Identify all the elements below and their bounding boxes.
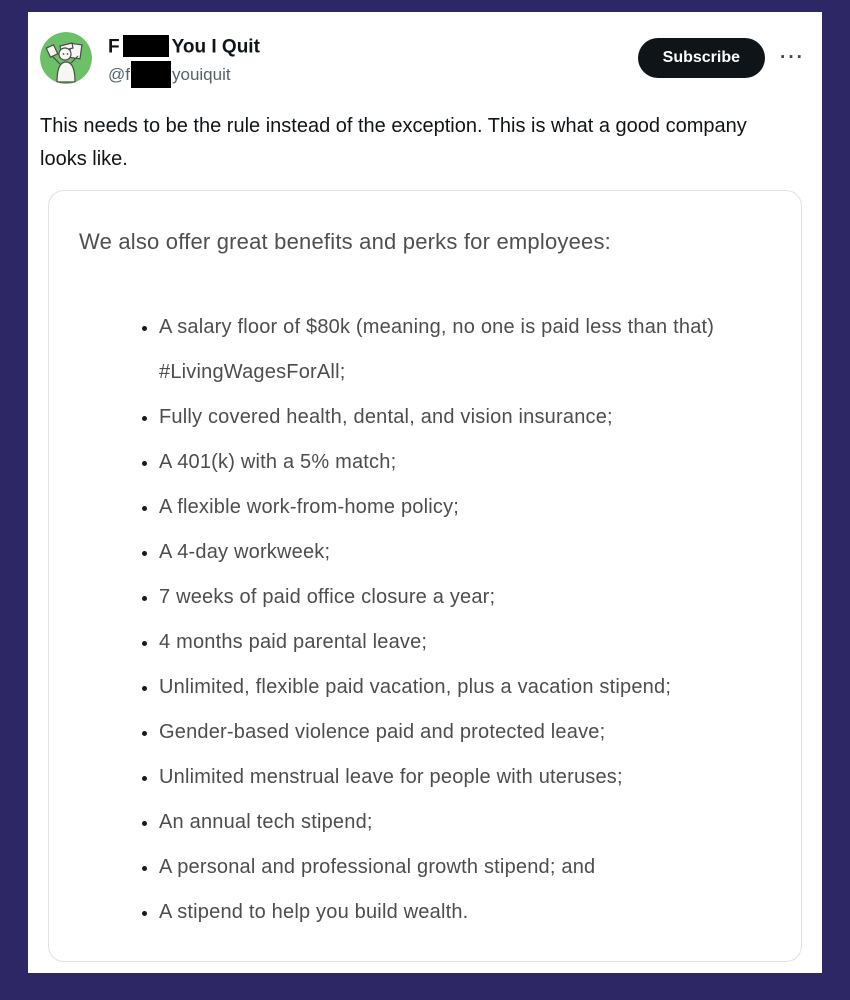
display-name-prefix: F xyxy=(108,36,120,58)
avatar-illustration-icon xyxy=(40,71,92,84)
benefit-item: • A 4-day workweek; xyxy=(159,530,775,575)
display-name-suffix: You I Quit xyxy=(171,36,260,58)
more-options-icon[interactable]: ··· xyxy=(774,46,804,70)
benefit-item: • 7 weeks of paid office closure a year; xyxy=(159,575,775,620)
display-name[interactable] xyxy=(108,35,260,60)
benefit-item: • Unlimited, flexible paid vacation, plus a vacation stipend; xyxy=(159,665,775,710)
benefit-item: • Gender-based violence paid and protected leave; xyxy=(159,710,775,755)
avatar[interactable] xyxy=(40,32,92,84)
handle-prefix: @f xyxy=(108,64,130,84)
tweet-text: This needs to be the rule instead of the exception. This is what a good company looks like. xyxy=(40,115,747,170)
benefit-item: • A salary floor of $80k (meaning, no one is paid less than that) #LivingWagesForAll; xyxy=(159,305,775,395)
benefit-item: • A flexible work-from-home policy; xyxy=(159,485,775,530)
handle-suffix: youiquit xyxy=(171,64,231,84)
benefit-item: • A stipend to help you build wealth. xyxy=(159,890,775,935)
tweet-media-card[interactable] xyxy=(48,190,802,962)
censor-bar xyxy=(123,35,169,57)
censor-bar xyxy=(131,61,171,88)
benefit-item: • A 401(k) with a 5% match; xyxy=(159,440,775,485)
subscribe-button[interactable]: Subscribe xyxy=(638,38,765,78)
handle[interactable] xyxy=(108,61,260,90)
benefit-item: • A personal and professional growth stipend; and xyxy=(159,845,775,890)
benefit-item: • 4 months paid parental leave; xyxy=(159,620,775,665)
author-block xyxy=(108,35,260,90)
benefit-item: • Fully covered health, dental, and vision insurance; xyxy=(159,395,775,440)
benefits-list xyxy=(49,305,801,935)
benefits-heading: We also offer great benefits and perks for employees: xyxy=(79,229,611,254)
tweet-panel xyxy=(28,12,822,973)
benefit-item: • An annual tech stipend; xyxy=(159,800,775,845)
benefit-item: • Unlimited menstrual leave for people with uteruses; xyxy=(159,755,775,800)
